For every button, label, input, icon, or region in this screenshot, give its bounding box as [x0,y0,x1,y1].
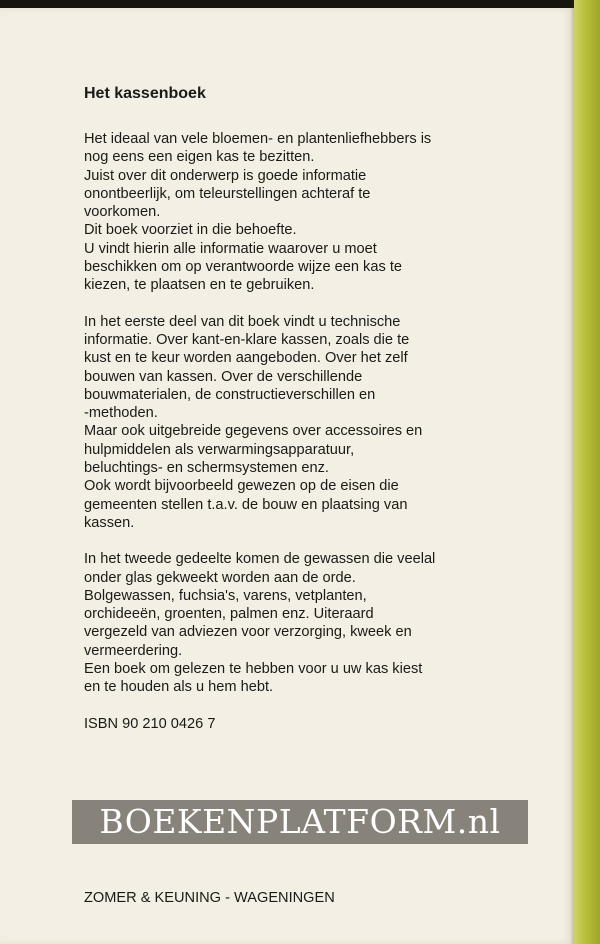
text-line: Dit boek voorziet in die behoefte. [84,222,297,239]
text-line: nog eens een eigen kas te bezitten. [84,149,315,166]
blurb-text [84,84,494,733]
text-line: bouwen van kassen. Over de verschillende [84,368,363,385]
text-line: kiezen, te plaatsen en te gebruiken. [84,277,315,294]
text-line: onder glas gekweekt worden aan de orde. [84,569,356,586]
isbn-number: ISBN 90 210 0426 7 [84,715,216,732]
publisher-imprint: ZOMER & KEUNING - WAGENINGEN [84,890,335,906]
book-top-edge [0,0,600,8]
text-line: vermeerdering. [84,642,183,659]
text-line: Bolgewassen, fuchsia's, varens, vetplanten, [84,587,367,604]
text-line: In het eerste deel van dit boek vindt u technische [84,313,401,330]
text-line: beluchtings- en schermsystemen enz. [84,460,329,477]
text-line: Ook wordt bijvoorbeeld gewezen op de eisen die [84,478,399,495]
book-spine [574,0,600,944]
text-line: voorkomen. [84,204,161,221]
paragraph-intro [84,130,494,295]
text-line: orchideeën, groenten, palmen enz. Uiteraard [84,606,374,623]
text-line: gemeenten stellen t.a.v. de bouw en plaatsing van [84,496,408,513]
text-line: beschikken om op verantwoorde wijze een kas te [84,259,402,276]
text-line: Een boek om gelezen te hebben voor u uw kas kiest [84,661,423,678]
text-line: kust en te keur worden aangeboden. Over het zelf [84,350,408,367]
paragraph-part-one [84,313,494,533]
text-line: Juist over dit onderwerp is goede informatie [84,167,367,184]
text-line: Het ideaal van vele bloemen- en plantenliefhebbers is [84,131,432,147]
text-line: In het tweede gedeelte komen de gewassen die veelal [84,551,436,568]
text-line: informatie. Over kant-en-klare kassen, zoals die te [84,331,410,348]
text-line: kassen. [84,514,135,531]
text-line: U vindt hierin alle informatie waarover u moet [84,240,377,257]
book-title: Het kassenboek [84,85,206,102]
text-line: en te houden als u hem hebt. [84,679,274,696]
text-line: onontbeerlijk, om teleurstellingen achteraf te [84,185,371,202]
text-line: -methoden. [84,405,158,422]
text-line: vergezeld van adviezen voor verzorging, kweek en [84,624,412,641]
text-line: bouwmaterialen, de constructieverschillen en [84,386,376,403]
text-line: Maar ook uitgebreide gegevens over accessoires en [84,423,423,440]
paragraph-part-two [84,550,494,696]
watermark-banner: BOEKENPLATFORM.nl [72,800,528,844]
text-line: hulpmiddelen als verwarmingsapparatuur, [84,441,355,458]
